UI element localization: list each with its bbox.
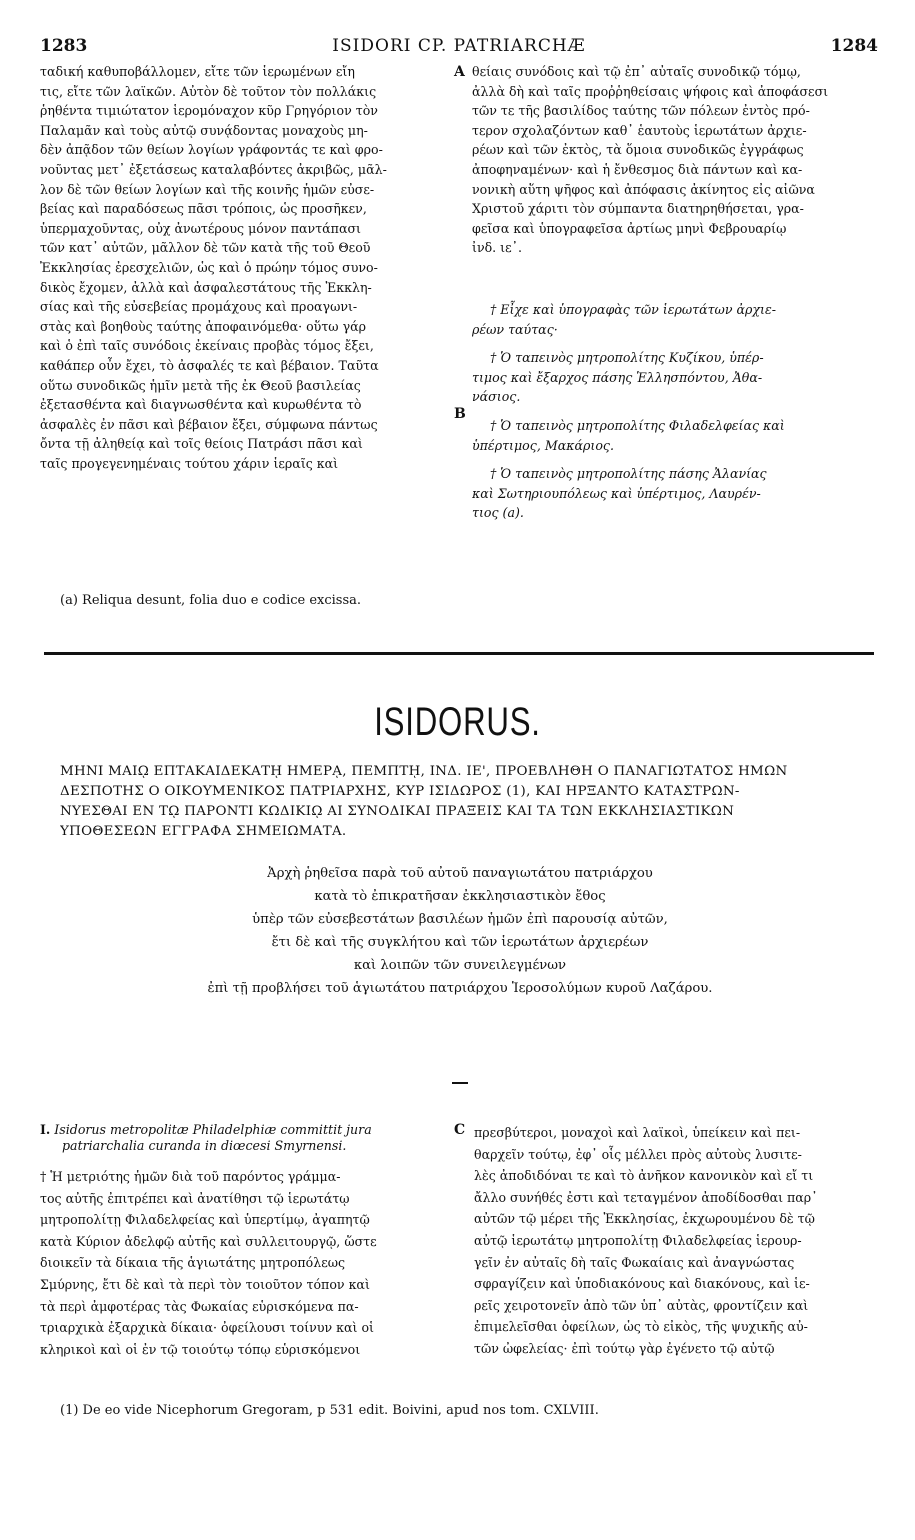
top-left-text-line: ῥηθέντα τιμιώτατον ἱερομόναχον κῦρ Γρηγόριον τὸν (40, 103, 378, 119)
heading-caps-block (60, 762, 882, 842)
caps-heading-line: ΥΠΟΘΕΣΕΩΝ ΕΓΓΡΑΦΑ ΣΗΜΕΙΩΜΑΤΑ. (60, 824, 347, 839)
top-right-text-line: Χριστοῦ χάριτι τὸν σύμπαντα διατηρηθήσεται, γρα- (472, 201, 804, 217)
bottom-left-text-line: κληρικοὶ καὶ οἱ ἐν τῷ τοιούτῳ τόπῳ εὑρισκόμενοι (40, 1341, 361, 1357)
signature-line: † Ὁ ταπεινὸς μητροπολίτης Κυζίκου, ὑπέρ- (490, 350, 764, 366)
bottom-right-text-line: σφραγίζειν καὶ ὑποδιακόνους καὶ διακόνους, καὶ ἱε- (474, 1276, 810, 1292)
bottom-right-text-line: θαρχεῖν τούτῳ, ἐφ᾽ οἷς μέλλει πρὸς αὐτοὺς λυσιτε- (474, 1146, 802, 1162)
caps-heading-line: ΔΕΣΠΟΤΗΣ Ο ΟΙΚΟΥΜΕΝΙΚΟΣ ΠΑΤΡΙΑΡΧΗΣ, ΚΥΡ ΙΣΙΔΩΡΟΣ (1), ΚΑΙ ΗΡΞΑΝΤΟ ΚΑΤΑΣΤΡΩΝ- (60, 784, 740, 799)
bottom-left-column (40, 1166, 452, 1360)
margin-marker-c: C (454, 1122, 466, 1138)
top-left-text-line: ὑπερμαχοῦντας, οὐχ ἀνωτέρους μόνον παντάπασι (40, 220, 361, 236)
top-left-text-line: καθάπερ οὖν ἔχει, τὸ ἀσφαλές τε καὶ βέβαιον. Ταῦτα (40, 357, 379, 373)
bottom-right-text-line: αὐτῷ ἱερωτάτῳ μητροπολίτῃ Φιλαδελφείας ἱερουρ- (474, 1232, 802, 1248)
section-divider (44, 652, 874, 655)
section-heading (40, 1122, 452, 1154)
top-right-text-line: τῶν τε τῆς βασιλίδος ταύτης τῶν πόλεων ἐντὸς πρό- (472, 103, 810, 119)
bottom-left-text-line: μητροπολίτῃ Φιλαδελφείας καὶ ὑπερτίμῳ, ἀγαπητῷ (40, 1212, 370, 1228)
signature-line: † Εἶχε καὶ ὑπογραφὰς τῶν ἱερωτάτων ἀρχιε- (490, 302, 776, 317)
centered-heading-line: καὶ λοιπῶν τῶν συνειλεγμένων (353, 958, 567, 973)
top-left-text-line: ταδική καθυποβάλλομεν, εἴτε τῶν ἱερωμένων εἴη (40, 64, 355, 79)
bottom-left-text-line: τος αὐτῆς ἐπιτρέπει καὶ ἀνατίθησι τῷ ἱερωτάτῳ (40, 1190, 350, 1206)
bottom-right-text-line: αὐτῶν τῷ μέρει τῆς Ἐκκλησίας, ἐκχωρουμένου δὲ τῷ (474, 1211, 815, 1227)
top-left-text-line: τῶν κατ᾽ αὐτῶν, μᾶλλον δὲ τῶν κατὰ τῆς τοῦ Θεοῦ (40, 240, 371, 256)
signature-line: † Ὁ ταπεινὸς μητροπολίτης Φιλαδελφείας καὶ (490, 417, 785, 433)
centered-heading-line: ἐπὶ τῇ προβλήσει τοῦ ἁγιωτάτου πατριάρχου Ἱεροσολύμων κυροῦ Λαζάρου. (207, 981, 713, 996)
signature-entry (472, 300, 880, 339)
centered-heading-line: ὑπὲρ τῶν εὐσεβεστάτων βασιλέων ἡμῶν ἐπὶ παρουσίᾳ αὐτῶν, (252, 912, 668, 927)
bottom-right-text-line: γεῖν ἐν αὐταῖς δὴ ταῖς Φωκαίαις καὶ ἀναγνώστας (474, 1254, 795, 1270)
top-left-text-line: καὶ ὁ ἐπὶ ταῖς συνόδοις ἐκείναις προβὰς τόμος ἔξει, (40, 338, 374, 354)
centered-heading-line: κατὰ τὸ ἐπικρατῆσαν ἐκκλησιαστικὸν ἔθος (314, 889, 606, 904)
top-right-text-line: φεῖσα καὶ ὑπογραφεῖσα ἀρτίως μηνὶ Φεβρουαρίῳ (472, 220, 787, 236)
top-right-text-line: ρέων καὶ τῶν ἐκτὸς, τὰ ὅμοια συνοδικῶς ἐγγράφως (472, 142, 804, 158)
bottom-left-text-line: τριαρχικὰ ἐξαρχικὰ δίκαια· ὀφείλουσι τοίνυν καὶ οἱ (40, 1320, 374, 1336)
top-right-text-line: τερον σχολαζόντων καθ᾽ ἑαυτοὺς ἱερωτάτων ἀρχιε- (472, 122, 807, 138)
signature-line: ὑπέρτιμος, Μακάριος. (472, 437, 614, 453)
caps-heading-line: ΜΗΝΙ ΜΑΙῼ ΕΠΤΑΚΑΙΔΕΚΑΤῌ ΗΜΕΡᾼ, ΠΕΜΠΤῌ, ΙΝΔ. ΙΕ', ΠΡΟΕΒΛΗΘΗ Ο ΠΑΝΑΓΙΩΤΑΤΟΣ ΗΜΩΝ (60, 764, 788, 779)
running-header (40, 36, 878, 58)
signature-entry (472, 464, 880, 523)
bottom-left-text-line: κατὰ Κύριον ἀδελφῷ αὐτῆς καὶ συλλειτουργῷ, ὥστε (40, 1233, 377, 1249)
top-left-text-line: Ἐκκλησίας ἐρεσχελιῶν, ὡς καὶ ὁ πρώην τόμος συνο- (40, 259, 378, 275)
section-number: I. (40, 1122, 51, 1137)
top-left-text-line: δὲν ἀπᾷδον τῶν θείων λογίων γράφοντάς τε καὶ φρο- (40, 142, 383, 158)
top-left-text-line: βείας καὶ παραδόσεως πᾶσι τρόποις, ὡς προσῆκεν, (40, 201, 367, 217)
top-right-text-line: ἰνδ. ιε᾽. (472, 240, 522, 256)
page-number-right: 1284 (830, 36, 878, 56)
bottom-right-text-line: λὲς ἀποδιδόναι τε καὶ τὸ ἀνῆκον κανονικὸν καὶ εἴ τι (474, 1168, 814, 1184)
bottom-left-text-line: † Ἡ μετριότης ἡμῶν διὰ τοῦ παρόντος γράμμα- (40, 1169, 341, 1184)
top-right-text-line: νονικὴ αὕτη ψῆφος καὶ ἀπόφασις ἀκίνητος εἰς αἰῶνα (472, 181, 815, 197)
section-heading-line-2: patriarchalia curanda in diœcesi Smyrnensi. (62, 1138, 347, 1153)
signature-line: τιμος καὶ ἔξαρχος πάσης Ἑλλησπόντου, Ἀθα- (472, 369, 763, 385)
signature-line: τιος (a). (472, 505, 524, 521)
centered-heading-line: ἔτι δὲ καὶ τῆς συγκλήτου καὶ τῶν ἱερωτάτων ἀρχιερέων (271, 935, 649, 950)
caps-heading-line: ΝΥΕΣΘΑΙ ΕΝ Τῼ ΠΑΡΟΝΤΙ ΚΩΔΙΚΙῼ ΑΙ ΣΥΝΟΔΙΚΑΙ ΠΡΑΞΕΙΣ ΚΑΙ ΤΑ ΤΩΝ ΕΚΚΛΗΣΙΑΣΤΙΚΩΝ (60, 804, 735, 819)
top-left-text-line: τις, εἴτε τῶν λαϊκῶν. Αὐτὸν δὲ τοῦτον τὸν πολλάκις (40, 83, 377, 99)
top-left-text-line: ἀσφαλὲς ἐν πᾶσι καὶ βέβαιον ἔξει, σύμφωνα πάντως (40, 416, 378, 432)
top-left-column (40, 62, 450, 473)
bottom-left-text-line: διοικεῖν τὰ δίκαια τῆς ἁγιωτάτης μητροπόλεως (40, 1255, 346, 1271)
bottom-right-text-line: ἐπιμελεῖσθαι ὀφείλων, ὡς τὸ εἰκὸς, τῆς ψυχικῆς αὐ- (474, 1319, 808, 1335)
footnote-a: (a) Reliqua desunt, folia duo e codice excissa. (60, 593, 362, 608)
signature-line: νάσιος. (472, 389, 521, 405)
top-left-text-line: νοῦντας μετ᾽ ἐξετάσεως καταλαβόντες ἀκριβῶς, μᾶλ- (40, 161, 387, 177)
top-right-text-line: ἀλλὰ δὴ καὶ ταῖς προῤῥηθείσαις ψήφοις καὶ ἀποφάσεσι (472, 83, 829, 99)
running-title: ISIDORI CP. PATRIARCHÆ (332, 36, 586, 56)
bottom-right-text-line: ρεῖς χειροτονεῖν ἀπὸ τῶν ὑπ᾽ αὐτὰς, φροντίζειν καὶ (474, 1297, 809, 1313)
top-left-text-line: δικὸς ἔχομεν, ἀλλὰ καὶ ἀσφαλεστάτους τῆς Ἐκκλη- (40, 279, 372, 295)
top-left-text-line: στὰς καὶ βοηθοὺς ταύτης ἀποφαινόμεθα· οὕτω γάρ (40, 318, 366, 334)
bottom-right-column (474, 1122, 880, 1360)
signature-line: † Ὁ ταπεινὸς μητροπολίτης πάσης Ἀλανίας (490, 466, 767, 482)
top-left-text-line: σίας καὶ τῆς εὐσεβείας προμάχους καὶ προαγωνι- (40, 299, 358, 315)
top-left-text-line: λον δὲ τῶν θείων λογίων καὶ τῆς κοινῆς ἡμῶν εὐσε- (40, 181, 375, 197)
top-left-text-line: ἐξετασθέντα καὶ διαγνωσθέντα καὶ κυρωθέντα τὸ (40, 397, 362, 413)
signature-block (472, 300, 880, 532)
page-title: ISIDORUS. (374, 700, 541, 744)
centered-heading-block (100, 862, 820, 1000)
bottom-right-text-line: ἄλλο συνήθές ἐστι καὶ τεταγμένον ἀποδίδοσθαι παρ᾽ (474, 1189, 818, 1205)
margin-marker-b: B (454, 406, 466, 422)
centered-heading-line: Ἀρχὴ ῥηθεῖσα παρὰ τοῦ αὐτοῦ παναγιωτάτου πατριάρχου (267, 866, 653, 881)
margin-marker-a: A (454, 64, 465, 80)
page-number-left: 1283 (40, 36, 88, 56)
top-right-column (472, 62, 880, 258)
top-left-text-line: Παλαμᾶν καὶ τοὺς αὐτῷ συνᾴδοντας μοναχοὺς μη- (40, 122, 368, 138)
top-left-text-line: ὄντα τῇ ἀληθείᾳ καὶ τοῖς θείοις Πατράσι πᾶσι καὶ (40, 436, 363, 452)
bottom-left-text-line: τὰ περὶ ἀμφοτέρας τὰς Φωκαίας εὑρισκόμενα πα- (40, 1298, 359, 1314)
bottom-right-text-line: πρεσβύτεροι, μοναχοὶ καὶ λαϊκοὶ, ὑπείκειν καὶ πει- (474, 1125, 801, 1140)
signature-line: ρέων ταύτας· (472, 321, 558, 337)
top-left-text-line: ταῖς προγεγενημέναις τούτου χάριν ἱεραῖς καὶ (40, 455, 339, 471)
section-heading-line-1: Isidorus metropolitæ Philadelphiæ committit jura (54, 1122, 372, 1137)
footnote-1: (1) De eo vide Nicephorum Gregoram, p 531 edit. Boivini, apud nos tom. CXLVIII. (60, 1403, 599, 1418)
bottom-left-text-line: Σμύρνης, ἔτι δὲ καὶ τὰ περὶ τὸν τοιοῦτον τόπον καὶ (40, 1276, 370, 1292)
signature-line: καὶ Σωτηριουπόλεως καὶ ὑπέρτιμος, Λαυρέν- (472, 485, 761, 501)
bottom-right-text-line: τῶν ὠφελείας· ἐπὶ τούτῳ γὰρ ἐγένετο τῷ αὐτῷ (474, 1340, 775, 1356)
top-right-text-line: θείαις συνόδοις καὶ τῷ ἐπ᾽ αὐταῖς συνοδικῷ τόμῳ, (472, 64, 801, 79)
signature-entry (472, 348, 880, 407)
top-right-text-line: ἀποφηναμένων· καὶ ἡ ἔνθεσμος διὰ πάντων καὶ κα- (472, 161, 803, 177)
short-divider (452, 1082, 468, 1084)
signature-entry (472, 416, 880, 455)
top-left-text-line: οὕτω συνοδικῶς ἡμῖν μετὰ τῆς ἐκ Θεοῦ βασιλείας (40, 377, 361, 393)
